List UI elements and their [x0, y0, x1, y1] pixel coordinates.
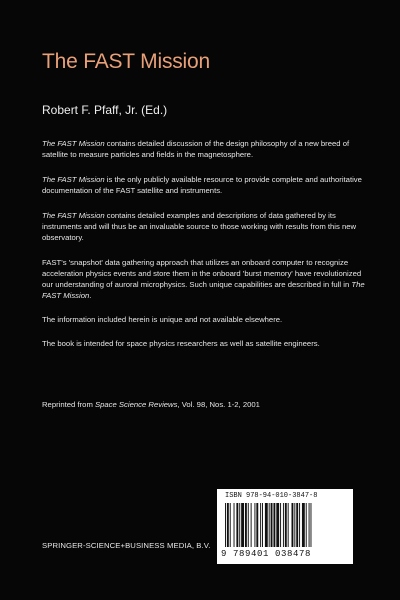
- barcode-bar: [276, 503, 279, 547]
- barcode-bar: [283, 503, 284, 547]
- barcode-bar: [225, 503, 226, 547]
- barcode-bar: [271, 503, 273, 547]
- barcode-bar: [273, 503, 275, 547]
- reprint-suffix: , Vol. 98, Nos. 1-2, 2001: [177, 400, 260, 409]
- reprint-prefix: Reprinted from: [42, 400, 95, 409]
- barcode-bar: [256, 503, 258, 547]
- description-paragraph-4: [42, 257, 372, 301]
- paragraph-end: .: [89, 291, 92, 300]
- barcode-bar: [260, 503, 261, 547]
- barcode-bar: [288, 503, 289, 547]
- book-title-italic: The FAST Mission: [42, 280, 365, 300]
- barcode-bar: [239, 503, 240, 547]
- barcode-bar: [306, 503, 307, 547]
- description-paragraph-1: [42, 138, 372, 160]
- description-paragraph-5: The information included herein is unique and not available elsewhere.: [42, 315, 283, 324]
- paragraph-text: is the only publicly available resource to provide complete and authoritative documentation of the FAST satellite and instruments.: [42, 175, 362, 195]
- barcode-bar: [280, 503, 281, 547]
- book-title-italic: The FAST Mission: [42, 211, 105, 220]
- paragraph-text: contains detailed discussion of the design philosophy of a new breed of satellite to measure particles and fields in the magnetosphere.: [42, 139, 350, 159]
- barcode-bar: [309, 503, 310, 547]
- description-paragraph-3: [42, 210, 372, 243]
- barcode: [217, 489, 353, 564]
- publisher-name: SPRINGER-SCIENCE+BUSINESS MEDIA, B.V.: [42, 541, 211, 550]
- paragraph-text: contains detailed examples and descriptions of data gathered by its instruments and will thus be an invaluable source to those working with results from this new observatory.: [42, 211, 357, 242]
- paragraph-text: FAST's 'snapshot' data gathering approach that utilizes an onboard computer to recognize acceleration physics events and store them in the onboard 'burst memory' have revolutionized our understanding of auroral microphysics. Such unique capabilities are described in full in: [42, 258, 362, 289]
- journal-title: Space Science Reviews: [94, 400, 178, 409]
- book-title-italic: The FAST Mission: [42, 175, 105, 184]
- barcode-bar: [248, 503, 249, 547]
- barcode-bar: [254, 503, 255, 547]
- barcode-bar: [234, 503, 235, 547]
- barcode-bar: [241, 503, 244, 547]
- barcode-bar: [302, 503, 305, 547]
- barcode-bar: [285, 503, 287, 547]
- book-title-italic: The FAST Mission: [42, 139, 105, 148]
- description-paragraph-6: The book is intended for space physics researchers as well as satellite engineers.: [42, 339, 320, 348]
- barcode-bar: [269, 503, 270, 547]
- barcode-bar: [230, 503, 231, 547]
- barcode-digits: 9 789401 038478: [221, 549, 312, 559]
- reprint-note: [42, 399, 372, 410]
- barcode-bar: [299, 503, 300, 547]
- barcode-bar: [262, 503, 263, 547]
- barcode-bar: [251, 503, 252, 547]
- barcode-bar: [265, 503, 268, 547]
- barcode-bar: [245, 503, 247, 547]
- barcode-bar: [311, 503, 312, 547]
- barcode-bar: [294, 503, 295, 547]
- barcode-bar: [227, 503, 229, 547]
- book-editor: Robert F. Pfaff, Jr. (Ed.): [42, 103, 168, 117]
- barcode-bars: [225, 503, 345, 547]
- barcode-bar: [296, 503, 298, 547]
- barcode-bar: [292, 503, 294, 547]
- description-paragraph-2: [42, 174, 372, 196]
- barcode-bar: [236, 503, 238, 547]
- book-title: The FAST Mission: [42, 50, 210, 73]
- isbn-label: ISBN 978-94-010-3847-8: [225, 492, 318, 500]
